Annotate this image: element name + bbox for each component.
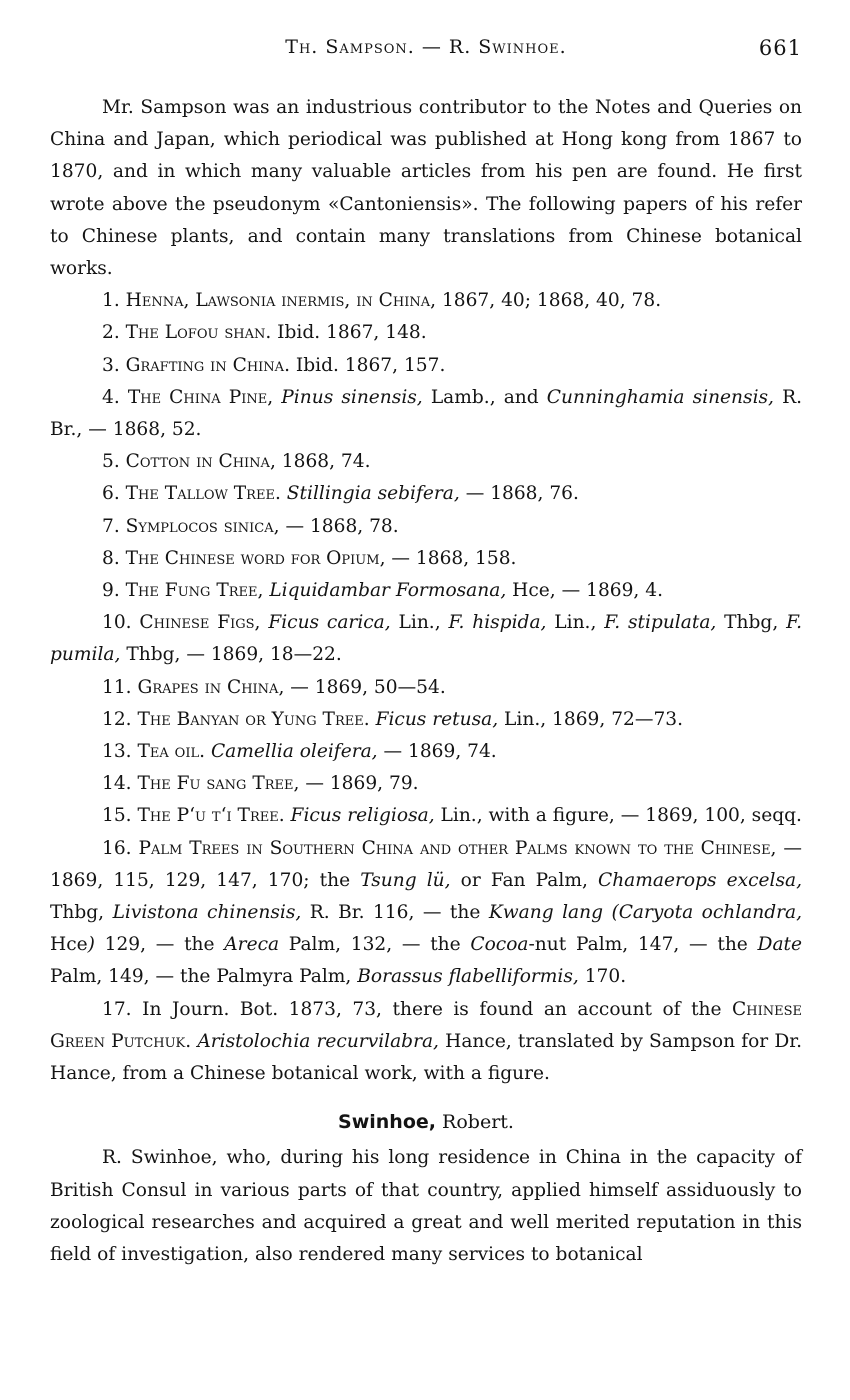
item-text: Lin., (546, 612, 605, 634)
item-italic-text: Ficus carica, (268, 612, 391, 634)
running-title: Th. Sampson. — R. Swinhoe. (285, 36, 567, 58)
item-italic-text: Chamaerops excelsa, (597, 869, 802, 891)
item-number: 11. (102, 676, 138, 698)
item-number: 2. (102, 322, 126, 344)
item-title-text: The Tallow Tree. (125, 483, 281, 505)
list-item (50, 543, 802, 575)
item-text: Thbg, — 1869, 18—22. (120, 644, 342, 666)
list-item (50, 672, 802, 704)
item-text: R. Br. 116, — the (301, 902, 489, 924)
item-text: — 1869, 115, 129, 147, 170; the (50, 837, 802, 891)
item-text: Hce, — 1869, 4. (506, 580, 663, 602)
item-number: 12. (102, 708, 138, 730)
list-item (50, 833, 802, 994)
item-text: Hance, translated by Sampson for Dr. Hance, from a Chinese botanical work, with a figure. (50, 1030, 803, 1085)
item-text: — 1869, 79. (299, 773, 419, 795)
item-title-text: Cotton in China, (125, 451, 276, 473)
item-number: 4. (102, 386, 128, 408)
section-forename: Robert. (436, 1111, 514, 1134)
item-text: In Journ. Bot. 1873, 73, there is found an account of the (142, 998, 733, 1020)
item-text: Ibid. 1867, 157. (289, 354, 446, 376)
list-item (50, 575, 802, 607)
item-text: Palm, 149, — the Palmyra Palm, (50, 966, 358, 988)
item-italic-text: Aristolochia recurvilabra, (197, 1030, 439, 1052)
item-text: Thbg, (716, 612, 787, 634)
item-italic-text: F. stipulata, (604, 612, 717, 634)
list-item (50, 607, 802, 671)
item-number: 14. (102, 773, 138, 795)
item-text: Hce (50, 934, 88, 956)
item-number: 10. (102, 612, 140, 634)
item-number: 13. (102, 741, 138, 763)
publication-list (50, 285, 802, 1090)
item-text: 129, — the (94, 934, 225, 956)
item-italic-text: Cocoa (470, 934, 529, 956)
item-italic-text: Camellia oleifera, (210, 741, 378, 763)
item-italic-text: Areca (224, 934, 280, 956)
item-italic-text: Date (757, 934, 803, 956)
item-text: Lin., (390, 612, 449, 634)
list-item (50, 317, 802, 349)
item-title-text: The Fu sang Tree, (137, 773, 300, 795)
item-title-text: The Fung Tree, (125, 580, 264, 602)
list-item (50, 350, 802, 382)
item-text: R. Br., — 1868, 52. (50, 386, 802, 441)
item-number: 17. (102, 998, 143, 1020)
item-title-text: Grapes in China, (137, 676, 285, 698)
item-number: 7. (102, 515, 126, 537)
item-title-text: Palm Trees in Southern China and other Palms known to the Chinese, (138, 837, 777, 859)
list-item (50, 704, 802, 736)
item-italic-text: F. pumila, (50, 612, 803, 666)
item-title-text: The Chinese word for Opium, (125, 547, 386, 569)
list-item (50, 285, 802, 317)
item-number: 15. (102, 805, 138, 827)
item-text: — 1868, 76. (459, 483, 579, 505)
item-italic-text: Borassus flabelliformis, (357, 966, 579, 988)
page-number: 661 (758, 36, 802, 60)
item-number: 3. (102, 354, 126, 376)
item-number: 16. (102, 837, 139, 859)
page-body (50, 92, 802, 1271)
item-italic-text: Livistona chinensis, (112, 902, 302, 924)
item-italic-text: Stillingia sebifera, (286, 483, 460, 505)
item-text: Lin., 1869, 72—73. (498, 708, 684, 730)
item-text: — 1869, 50—54. (284, 676, 446, 698)
intro-paragraph: Mr. Sampson was an industrious contributor to the Notes and Queries on China and Japan, which periodical was published at Hong kong from 1867 to 1870, and in which many valuable articles from his pen are found. He first wrote above the pseudonym «Cantoniensis». The following papers of his refer to Chinese plants, and contain many translations from Chinese botanical works. (50, 97, 802, 280)
list-item (50, 478, 802, 510)
item-italic-text: Liquidambar Formosana, (269, 580, 507, 602)
item-number: 6. (102, 483, 126, 505)
item-italic-text: ) (87, 934, 95, 956)
list-item (50, 768, 802, 800)
item-title-text: The Lofou shan. (125, 322, 272, 344)
item-text: -nut Palm, 147, — the (528, 934, 758, 956)
item-text: — 1868, 158. (385, 547, 517, 569)
item-number: 8. (102, 547, 126, 569)
page-header (50, 36, 802, 70)
item-text: — 1868, 78. (279, 515, 399, 537)
closing-paragraph: R. Swinhoe, who, during his long residence in China in the capacity of British Consul in various parts of that country, applied himself assiduously to zoological researches and acquired a great and well merited reputation in this field of investigation, also rendered many services to botanical (50, 1147, 802, 1265)
list-item (50, 736, 802, 768)
item-number: 9. (102, 580, 126, 602)
item-italic-text: Ficus religiosa, (290, 805, 435, 827)
list-item (50, 382, 802, 446)
item-text: — 1869, 74. (377, 741, 497, 763)
item-title-text: The Banyan or Yung Tree. (137, 708, 370, 730)
item-italic-text: F. hispida, (448, 612, 547, 634)
section-surname: Swinhoe, (338, 1111, 436, 1134)
item-italic-text: Pinus sinensis, (281, 386, 423, 408)
item-title-text: Chinese Figs, (139, 612, 261, 634)
item-italic-text: Cunninghamia sinensis, (546, 386, 774, 408)
item-text: or Fan Palm, (450, 869, 598, 891)
list-item (50, 994, 802, 1091)
item-number: 1. (102, 290, 126, 312)
section-heading (50, 1106, 802, 1138)
list-item (50, 511, 802, 543)
item-italic-text: Tsung lü, (360, 869, 451, 891)
item-text: 1868, 74. (275, 451, 371, 473)
item-title-text: Chinese Green Putchuk. (50, 998, 803, 1052)
item-text: Thbg, (50, 902, 113, 924)
item-text: Lamb., and (422, 386, 547, 408)
item-text: Lin., with a figure, — 1869, 100, seqq. (434, 805, 802, 827)
item-title-text: Tea oil. (137, 741, 206, 763)
item-title-text: The China Pine, (127, 386, 274, 408)
item-title-text: Henna, Lawsonia inermis, in China, (125, 290, 437, 312)
item-italic-text: Ficus retusa, (375, 708, 499, 730)
list-item (50, 800, 802, 832)
item-title-text: Grafting in China. (125, 354, 290, 376)
item-text: Palm, 132, — the (279, 934, 471, 956)
item-text: Ibid. 1867, 148. (271, 322, 427, 344)
item-text: 170. (578, 966, 627, 988)
item-italic-text: Kwang lang (Caryota ochlandra, (488, 902, 803, 924)
item-number: 5. (102, 451, 126, 473)
list-item (50, 446, 802, 478)
item-title-text: The P‘u t‘i Tree. (137, 805, 285, 827)
item-text: 1867, 40; 1868, 40, 78. (436, 290, 662, 312)
item-title-text: Symplocos sinica, (125, 515, 280, 537)
